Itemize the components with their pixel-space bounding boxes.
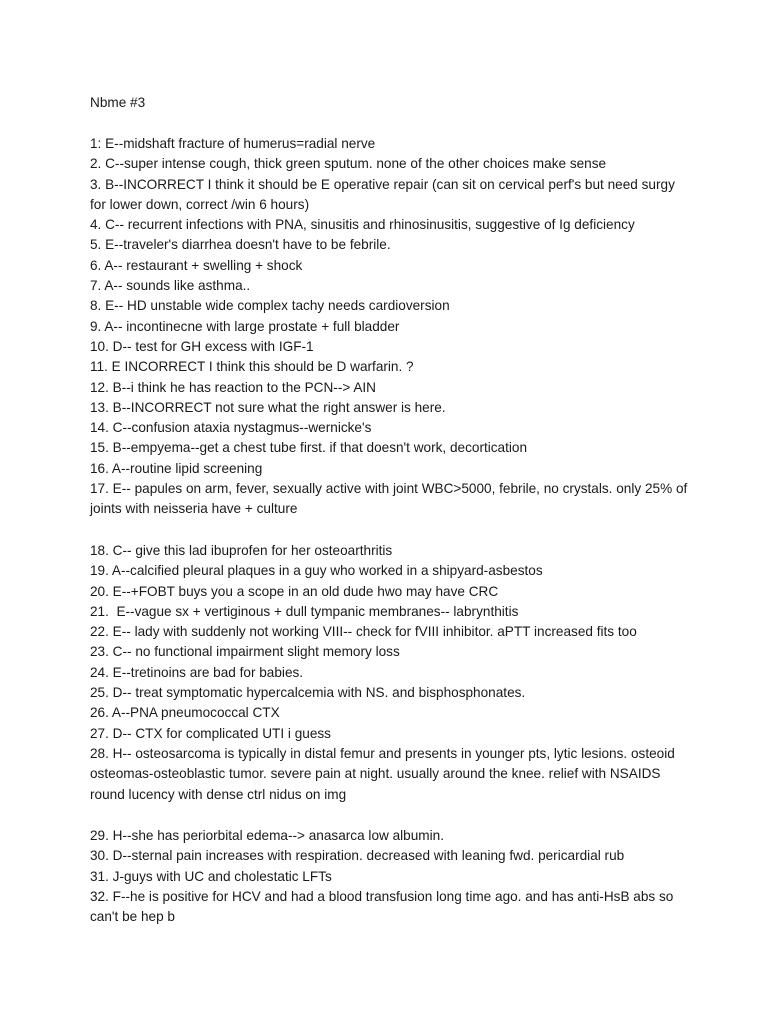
answer-line: 8. E-- HD unstable wide complex tachy needs cardioversion <box>90 298 450 314</box>
answer-line: 11. E INCORRECT I think this should be D warfarin. ? <box>90 359 414 375</box>
answer-line: 24. E--tretinoins are bad for babies. <box>90 664 304 680</box>
answer-line: 10. D-- test for GH excess with IGF-1 <box>90 338 314 354</box>
answer-line: 31. J-guys with UC and cholestatic LFTs <box>90 868 332 884</box>
answer-line: 15. B--empyema--get a chest tube first. if that doesn't work, decortication <box>90 440 528 456</box>
answer-line: 6. A-- restaurant + swelling + shock <box>90 257 303 273</box>
answer-line: 4. C-- recurrent infections with PNA, sinusitis and rhinosinusitis, suggestive of Ig deficiency <box>90 217 635 233</box>
answer-block-1 <box>90 134 690 520</box>
answer-line: 26. A--PNA pneumococcal CTX <box>90 705 280 721</box>
answer-line: 3. B--INCORRECT I think it should be E operative repair (can sit on cervical perf's but need surgy for lower down, correct /win 6 hours) <box>90 176 679 212</box>
answer-line: 19. A--calcified pleural plaques in a guy who worked in a shipyard-asbestos <box>90 563 543 579</box>
answer-line: 27. D-- CTX for complicated UTI i guess <box>90 725 331 741</box>
answer-line: 30. D--sternal pain increases with respiration. decreased with leaning fwd. pericardial rub <box>90 848 625 864</box>
answer-line: 7. A-- sounds like asthma.. <box>90 278 251 294</box>
answer-line: 21. E--vague sx + vertiginous + dull tympanic membranes-- labrynthitis <box>90 603 519 619</box>
answer-line: 16. A--routine lipid screening <box>90 460 263 476</box>
answer-line: 32. F--he is positive for HCV and had a blood transfusion long time ago. and has anti-HsB abs so can't be hep b <box>90 888 678 925</box>
answer-line: 5. E--traveler's diarrhea doesn't have to be febrile. <box>90 237 391 253</box>
answer-block-3 <box>90 826 690 927</box>
answer-line: 25. D-- treat symptomatic hypercalcemia with NS. and bisphosphonates. <box>90 685 526 701</box>
answer-block-2 <box>90 541 690 805</box>
answer-line: 2. C--super intense cough, thick green sputum. none of the other choices make sense <box>90 156 607 172</box>
answer-line: 22. E-- lady with suddenly not working VIII-- check for fVIII inhibitor. aPTT increased fits too <box>90 624 637 640</box>
document-title: Nbme #3 <box>90 95 146 110</box>
answer-line: 13. B--INCORRECT not sure what the right answer is here. <box>90 399 446 415</box>
answer-line: 28. H-- osteosarcoma is typically in distal femur and presents in younger pts, lytic lesions. osteoid osteomas-osteoblastic tumor. severe pain at night. usually around the knee. relief with NSAIDS round lucency with dense ctrl nidus on img <box>90 745 679 802</box>
answer-line: 18. C-- give this lad ibuprofen for her osteoarthritis <box>90 543 393 558</box>
answer-line: 9. A-- incontinecne with large prostate + full bladder <box>90 318 400 334</box>
answer-line: 14. C--confusion ataxia nystagmus--wernicke's <box>90 420 372 436</box>
answer-line: 1: E--midshaft fracture of humerus=radial nerve <box>90 136 376 151</box>
answer-line: 20. E--+FOBT buys you a scope in an old dude hwo may have CRC <box>90 583 499 599</box>
answer-line: 12. B--i think he has reaction to the PCN--> AIN <box>90 379 376 395</box>
answer-line: 17. E-- papules on arm, fever, sexually active with joint WBC>5000, febrile, no crystals. only 25% of joints with neisseria have + culture <box>90 481 692 517</box>
answer-line: 23. C-- no functional impairment slight memory loss <box>90 644 400 660</box>
answer-line: 29. H--she has periorbital edema--> anasarca low albumin. <box>90 828 444 843</box>
